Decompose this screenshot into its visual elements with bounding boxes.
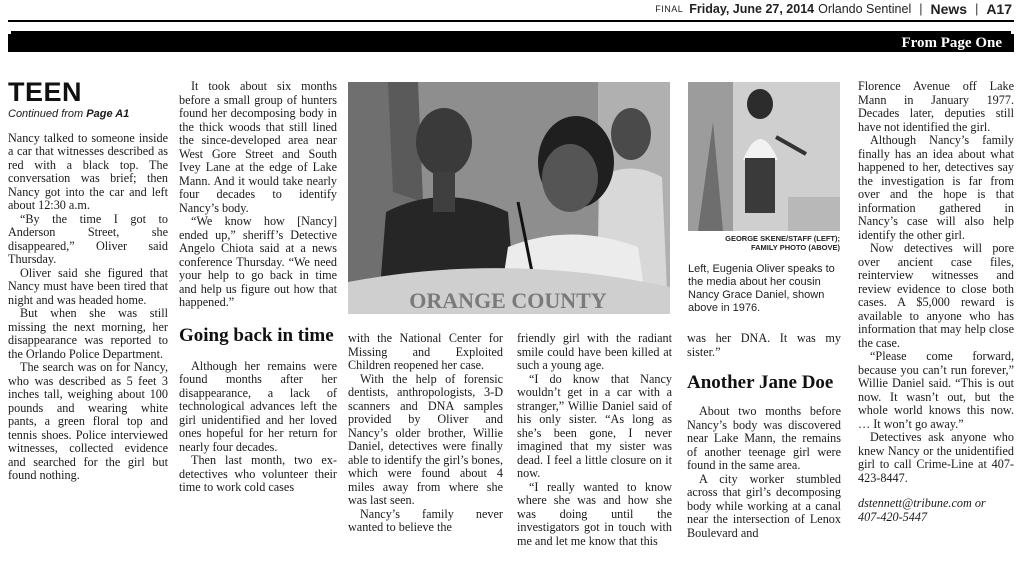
- paragraph: was her DNA. It was my sister.”: [687, 331, 841, 359]
- paragraph: “We know how [Nancy] ended up,” sheriff’s Detective Angelo Chiota said at a news conference Thursday. “We need your help to go back in time and help us figure out how that happened.”: [179, 214, 337, 309]
- paragraph: Nancy talked to someone inside a car that witnesses described as red with a black top. The conversation was brief; then Nancy got into the car and left about 12:30 a.m.: [8, 130, 168, 212]
- paragraph: Now detectives will pore over ancient case files, reinterview witnesses and review evidence to close both cases. A $5,000 reward is available to anyone who has information that may help close the case.: [858, 241, 1014, 350]
- photo-caption: Left, Eugenia Oliver speaks to the media about her cousin Nancy Grace Daniel, shown above in 1976.: [688, 263, 835, 314]
- folio-divider: |: [975, 2, 979, 16]
- paragraph: with the National Center for Missing and Exploited Children reopened her case.: [348, 331, 503, 372]
- paragraph: Although Nancy’s family finally has an idea about what happened to her, detectives say the investigation is far from over and the hope is that information gathered in Nancy’s case will also help identify the other girl.: [858, 133, 1014, 242]
- jump-prefix: Continued from: [8, 108, 84, 120]
- article-column-4: [517, 332, 672, 548]
- banner-label: From Page One: [901, 35, 1002, 51]
- paragraph: Nancy’s family never wanted to believe the: [348, 506, 503, 534]
- article-column-3: [348, 332, 503, 535]
- family-photo: [688, 82, 840, 231]
- jump-line: [8, 108, 168, 122]
- subhead-another-jane-doe: Another Jane Doe: [687, 372, 834, 393]
- news-conference-illustration: [348, 82, 670, 314]
- paragraph: “By the time I got to Anderson Street, she disappeared,” Oliver said Thursday.: [8, 211, 168, 266]
- folio-divider: |: [919, 2, 923, 16]
- top-rule: [8, 20, 1014, 22]
- photo-credit-line: GEORGE SKENE/STAFF (LEFT);: [725, 234, 840, 243]
- article-column-2: [179, 80, 337, 495]
- paragraph: With the help of forensic dentists, anthropologists, 3-D scanners and DNA samples provided by Oliver and Nancy’s older brother, Willie Daniel, detectives were finally able to identify the girl’s bones, which were found about 4 miles away from where she was last seen.: [348, 371, 503, 507]
- article-column-6: [858, 80, 1014, 524]
- paragraph: But when she was still missing the next morning, her disappearance was reported to the Orlando Police Department.: [8, 306, 168, 361]
- jump-page-link[interactable]: Page A1: [86, 108, 130, 120]
- paragraph: friendly girl with the radiant smile could have been killed at such a young age.: [517, 331, 672, 372]
- podium-lettering: ORANGE COUNTY: [409, 288, 607, 313]
- photo-credit-line: FAMILY PHOTO (ABOVE): [750, 243, 840, 252]
- page-folio: [655, 0, 1012, 18]
- paragraph: The search was on for Nancy, who was described as 5 feet 3 inches tall, weighing about 100 pounds and wearing white pants, a green floral top and tennis shoes. Police interviewed witnesses, collected evidence and searched for the girl but found nothing.: [8, 360, 168, 482]
- contact-email[interactable]: dstennett@tribune.com or: [858, 496, 986, 510]
- paragraph: “Please come forward, because you can’t run forever,” Willie Daniel said. “This is out now. It wasn’t out, but the whole world knows this now. … It won’t go away.”: [858, 349, 1014, 431]
- section-name: News: [930, 1, 968, 17]
- paragraph: “I do know that Nancy wouldn’t get in a car with a stranger,” Willie Daniel said of his only sister. “As long as she’s been gone, I never imagined that my sister was dead. I feel a little closure on it now.: [517, 371, 672, 480]
- paragraph: About two months before Nancy’s body was discovered near Lake Mann, the remains of another teenage girl were found in the same area.: [687, 404, 841, 472]
- subhead-going-back: Going back in time: [179, 324, 334, 346]
- paragraph: Although her remains were found months after her disappearance, a lack of technological advances left the girl unidentified and her loved ones hopeful for her return for nearly four decades.: [179, 358, 337, 454]
- paragraph: It took about six months before a small group of hunters found her decomposing body in the thick woods that still lined the since-developed area near West Gore Street and South Ivey Lane at the edge of Lake Mann. And it would take nearly four decades to identify Nancy’s body.: [179, 79, 337, 215]
- story-kicker: TEEN: [8, 77, 83, 107]
- newspaper-name: Orlando Sentinel: [818, 2, 912, 16]
- news-conference-photo: [348, 82, 670, 314]
- paragraph: Detectives ask anyone who knew Nancy or the unidentified girl to call Crime-Line at 407-423-8447.: [858, 430, 1014, 485]
- folio-date: Friday, June 27, 2014: [689, 2, 815, 16]
- section-banner: [8, 34, 1014, 52]
- paragraph: Florence Avenue off Lake Mann in January 1977. Decades later, deputies still have not identified the girl.: [858, 79, 1014, 134]
- paragraph: “I really wanted to know where she was and how she was doing until the investigators got in touch with me and let me know that this: [517, 479, 672, 548]
- contact-phone: 407-420-5447: [858, 509, 928, 524]
- family-photo-illustration: [688, 82, 840, 231]
- photo-credit: [688, 234, 840, 252]
- page-number: A17: [986, 1, 1012, 17]
- paragraph: Then last month, two ex-detectives who volunteer their time to work cold cases: [179, 453, 337, 494]
- article-column-1: [8, 78, 168, 483]
- edition-label: FINAL: [655, 4, 684, 14]
- article-column-5: [687, 332, 841, 540]
- paragraph: Oliver said she figured that Nancy must have been tired that night and was headed home.: [8, 265, 168, 307]
- paragraph: A city worker stumbled across that girl’s decomposing body while working at a canal near the intersection of Lenox Boulevard and: [687, 471, 841, 540]
